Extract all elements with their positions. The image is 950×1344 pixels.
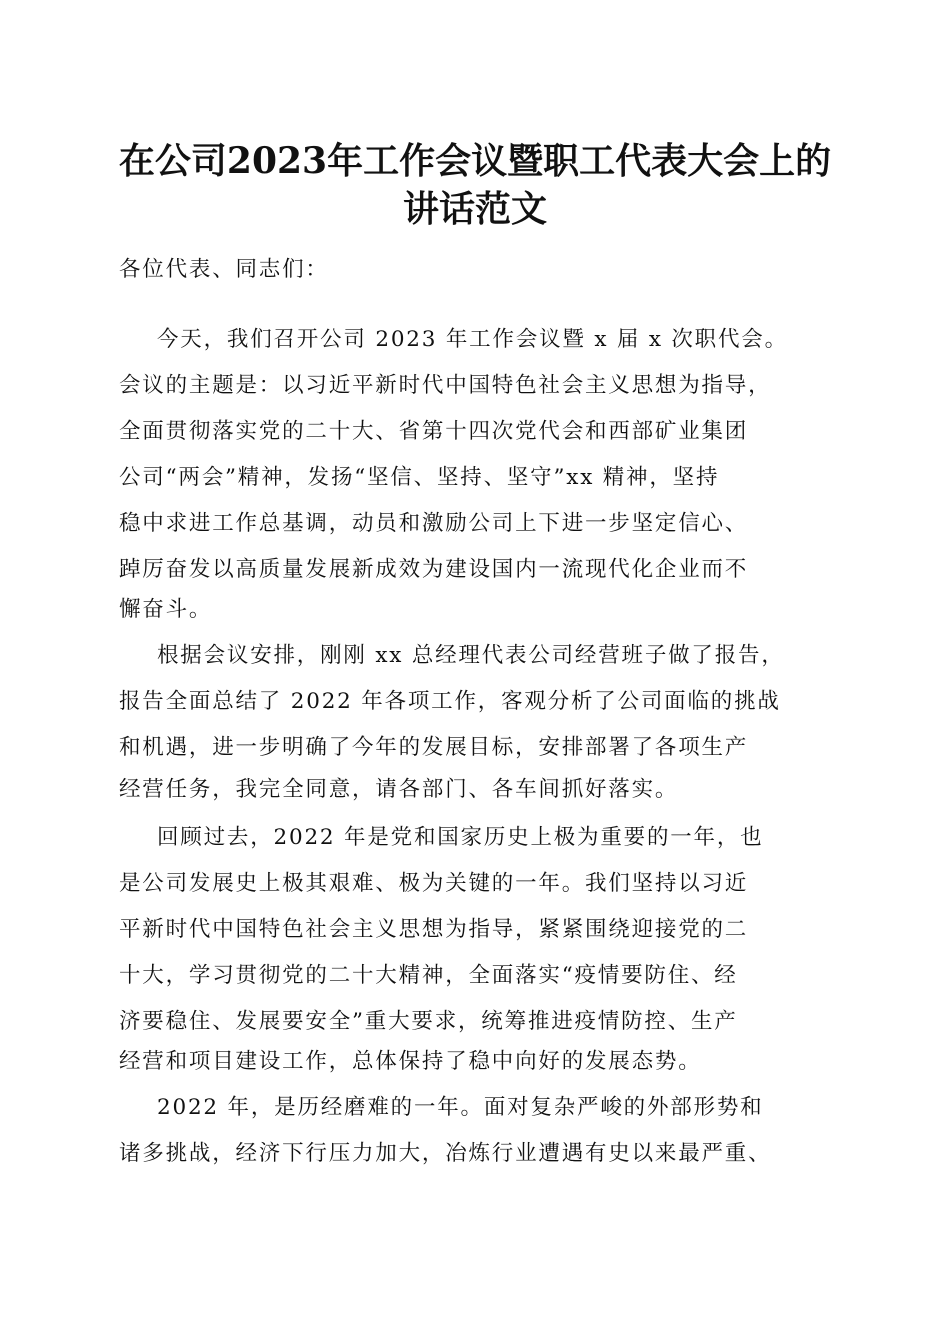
paragraph-line: 会议的主题是：以习近平新时代中国特色社会主义思想为指导， — [119, 373, 772, 398]
paragraph-line: 根据会议安排，刚刚 xx 总经理代表公司经营班子做了报告， — [157, 643, 785, 668]
paragraph-line: 和机遇，进一步明确了今年的发展目标，安排部署了各项生产 — [119, 735, 749, 760]
paragraph-line: 公司“两会”精神，发扬“坚信、坚持、坚守”xx 精神，坚持 — [119, 465, 720, 490]
paragraph-line: 报告全面总结了 2022 年各项工作，客观分析了公司面临的挑战 — [119, 689, 781, 714]
paragraph-line: 全面贯彻落实党的二十大、省第十四次党代会和西部矿业集团 — [119, 419, 749, 444]
salutation: 各位代表、同志们： — [119, 257, 329, 282]
document-title-line-1: 在公司2023年工作会议暨职工代表大会上的 — [118, 140, 832, 182]
paragraph-line: 经营和项目建设工作，总体保持了稳中向好的发展态势。 — [119, 1049, 702, 1074]
paragraph-line: 回顾过去，2022 年是党和国家历史上极为重要的一年，也 — [157, 825, 764, 850]
paragraph-line: 2022 年，是历经磨难的一年。面对复杂严峻的外部形势和 — [157, 1095, 764, 1120]
document-title-line-2: 讲话范文 — [402, 188, 547, 230]
paragraph-line: 诸多挑战，经济下行压力加大，冶炼行业遭遇有史以来最严重、 — [119, 1141, 772, 1166]
paragraph-line: 懈奋斗。 — [119, 597, 213, 622]
paragraph-line: 稳中求进工作总基调，动员和激励公司上下进一步坚定信心、 — [119, 511, 749, 536]
paragraph-line: 平新时代中国特色社会主义思想为指导，紧紧围绕迎接党的二 — [119, 917, 749, 942]
paragraph-line: 踔厉奋发以高质量发展新成效为建设国内一流现代化企业而不 — [119, 557, 749, 582]
paragraph-line: 十大，学习贯彻党的二十大精神，全面落实“疫情要防住、经 — [119, 963, 738, 988]
paragraph-line: 是公司发展史上极其艰难、极为关键的一年。我们坚持以习近 — [119, 871, 749, 896]
paragraph-line: 济要稳住、发展要安全”重大要求，统筹推进疫情防控、生产 — [119, 1009, 738, 1034]
paragraph-line: 今天，我们召开公司 2023 年工作会议暨 x 届 x 次职代会。 — [157, 327, 788, 352]
paragraph-line: 经营任务，我完全同意，请各部门、各车间抓好落实。 — [119, 777, 679, 802]
